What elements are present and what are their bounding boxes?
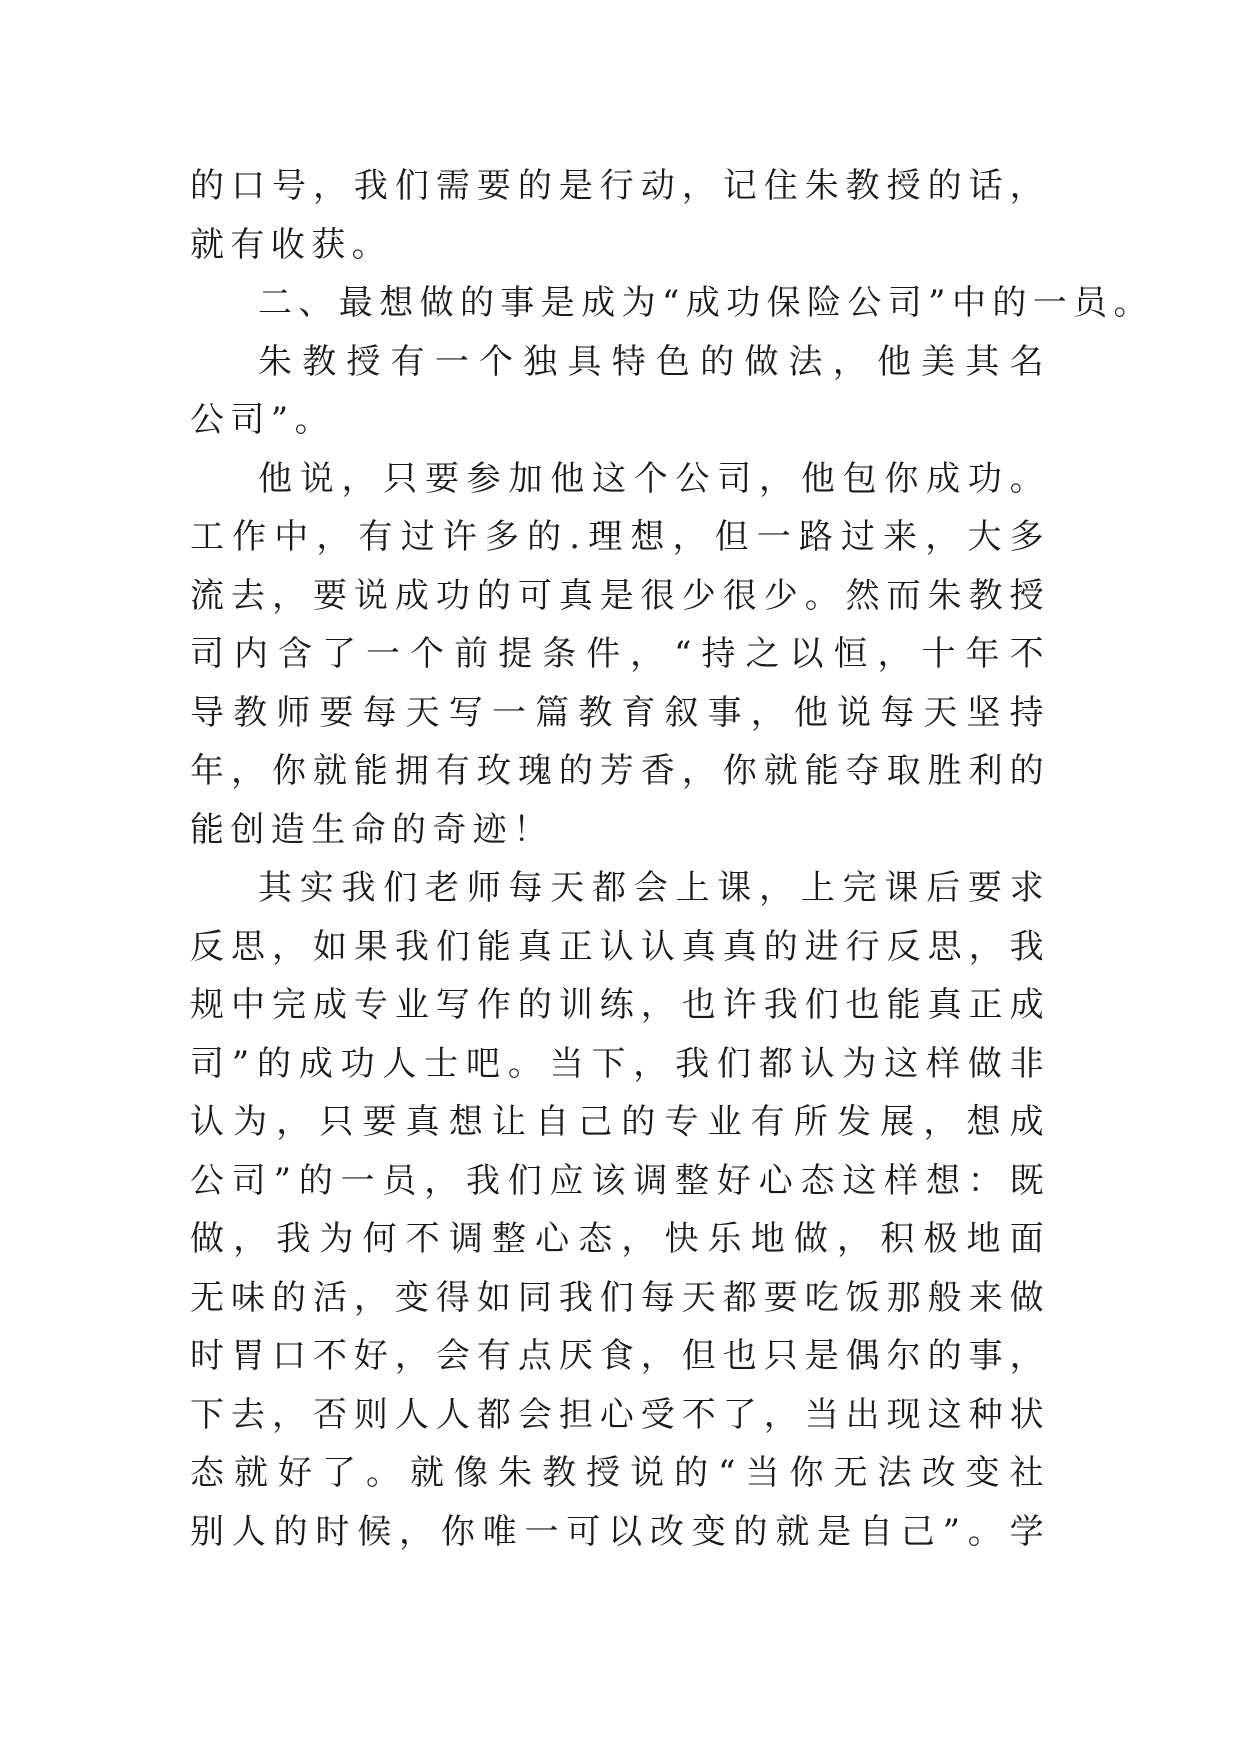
text-line: 下去，否则人人都会担心受不了，当出现这种状 bbox=[190, 1394, 1050, 1435]
text-line: 司内含了一个前提条件，“持之以恒，十年不 bbox=[190, 634, 1050, 674]
text-line: 导教师要每天写一篇教育叙事，他说每天坚持 bbox=[190, 692, 1050, 733]
text-line: 时胃口不好，会有点厌食，但也只是偶尔的事， bbox=[190, 1336, 1050, 1376]
text-line: 别人的时候，你唯一可以改变的就是自己”。学 bbox=[190, 1511, 1050, 1552]
text-line: 朱教授有一个独具特色的做法，他美其名 bbox=[258, 341, 1050, 382]
text-line: 公司”的一员，我们应该调整好心态这样想：既 bbox=[190, 1160, 1050, 1201]
text-line: 公司”。 bbox=[190, 400, 335, 440]
text-line: 司”的成功人士吧。当下，我们都认为这样做非 bbox=[190, 1043, 1050, 1084]
text-line: 其实我们老师每天都会上课，上完课后要求 bbox=[258, 868, 1050, 908]
section-heading: 二、最想做的事是成为“成功保险公司”中的一员。 bbox=[258, 283, 1154, 323]
text-line: 无味的活，变得如同我们每天都要吃饭那般来做 bbox=[190, 1277, 1050, 1318]
text-line: 流去，要说成功的可真是很少很少。然而朱教授 bbox=[190, 575, 1050, 616]
text-line: 就有收获。 bbox=[190, 224, 392, 265]
text-line: 做，我为何不调整心态，快乐地做，积极地面 bbox=[190, 1219, 1050, 1259]
text-line: 年，你就能拥有玫瑰的芳香，你就能夺取胜利的 bbox=[190, 751, 1050, 791]
text-line: 的口号，我们需要的是行动，记住朱教授的话， bbox=[190, 166, 1050, 206]
text-line: 认为，只要真想让自己的专业有所发展，想成 bbox=[190, 1102, 1050, 1142]
text-line: 态就好了。就像朱教授说的“当你无法改变社 bbox=[190, 1453, 1050, 1493]
text-line: 反思，如果我们能真正认认真真的进行反思，我 bbox=[190, 926, 1050, 967]
text-line: 工作中，有过许多的.理想，但一路过来，大多 bbox=[190, 517, 1050, 557]
text-line: 他说，只要参加他这个公司，他包你成功。 bbox=[258, 458, 1050, 499]
document-body bbox=[190, 157, 1154, 1561]
text-line: 规中完成专业写作的训练，也许我们也能真正成 bbox=[190, 985, 1050, 1025]
text-line: 能创造生命的奇迹！ bbox=[190, 809, 554, 850]
